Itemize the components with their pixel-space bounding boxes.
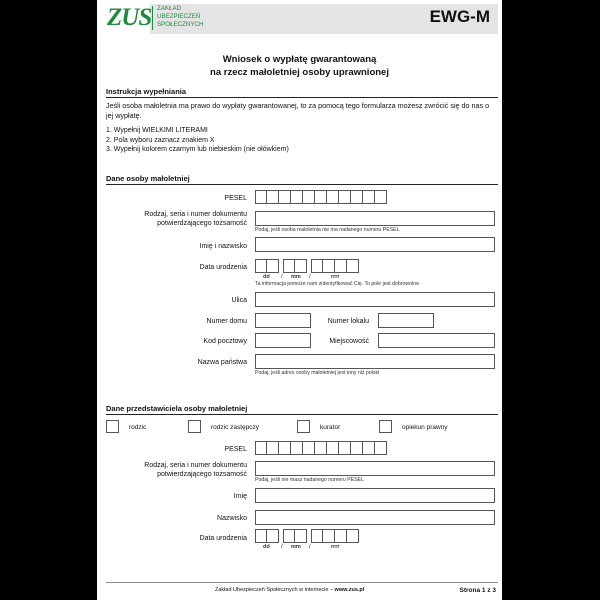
minor-house-label: Numer domu — [206, 318, 247, 325]
rep-birth-label: Data urodzenia — [199, 535, 247, 542]
minor-id-doc-label: Rodzaj, seria i numer dokumentu potwierdzającego tożsamość — [144, 211, 247, 227]
minor-birth-hint: Ta informacja pomoże nam zidentyfikować Cię. To pole jest dobrowolne — [255, 281, 419, 287]
rep-pesel-field[interactable] — [255, 441, 387, 455]
rep-parent-label: rodzic — [129, 424, 147, 431]
representative-section-heading: Dane przedstawiciela osoby małoletniej — [106, 404, 248, 413]
form-title-line1: Wniosek o wypłatę gwarantowaną — [222, 54, 377, 65]
instructions-item-1: 1. Wypełnij WIELKIMI LITERAMI — [106, 127, 208, 134]
rep-foster-label: rodzic zastępczy — [211, 424, 260, 431]
minor-birth-dd: dd — [263, 274, 270, 280]
rep-id-doc-field[interactable] — [255, 461, 495, 476]
logo-text-2: UBEZPIECZEŃ — [157, 13, 201, 20]
rep-birth-field[interactable] — [255, 529, 359, 543]
rep-birth-sep-1: / — [281, 544, 283, 550]
instructions-rule — [106, 97, 498, 98]
minor-birth-field[interactable] — [255, 259, 359, 273]
minor-flat-field[interactable] — [378, 313, 434, 328]
instructions-item-3: 3. Wypełnij kolorem czarnym lub niebieskim (nie ołówkiem) — [106, 146, 289, 153]
minor-pesel-label: PESEL — [224, 195, 247, 202]
form-title-line2: na rzecz małoletniej osoby uprawnionej — [210, 67, 389, 78]
form-page — [97, 0, 502, 600]
logo-text-3: SPOŁECZNYCH — [157, 21, 204, 28]
minor-birth-yyyy: rrrr — [331, 274, 340, 280]
logo-divider — [152, 6, 153, 30]
rep-birth-dd: dd — [263, 544, 270, 550]
rep-birth-mm: mm — [291, 544, 301, 550]
minor-birth-sep-1: / — [281, 274, 283, 280]
rep-last-name-field[interactable] — [255, 510, 495, 525]
minor-birth-label: Data urodzenia — [199, 264, 247, 271]
rep-id-doc-hint: Podaj, jeśli nie masz nadanego numeru PESEL — [255, 477, 365, 483]
footer-prefix: Zakład Ubezpieczeń Społecznych w internecie – — [215, 587, 335, 593]
rep-first-name-label: Imię — [233, 493, 247, 500]
rep-pesel-label: PESEL — [224, 446, 247, 453]
footer-url[interactable]: www.zus.pl — [334, 587, 365, 593]
minor-name-field[interactable] — [255, 237, 495, 252]
minor-country-hint: Podaj, jeśli adres osoby małoletniej jest inny niż polski — [255, 370, 380, 376]
rep-guardian-checkbox[interactable] — [379, 420, 392, 433]
instructions-text: Jeśli osoba małoletnia ma prawo do wypłaty gwarantowanej, to za pomocą tego formularza możesz zwrócić się do nas o jej wypłatę. — [106, 101, 490, 120]
minor-flat-label: Numer lokalu — [327, 318, 369, 325]
footer-rule — [106, 582, 498, 583]
minor-birth-sep-2: / — [309, 274, 311, 280]
minor-postal-label: Kod pocztowy — [203, 338, 247, 345]
logo-text-1: ZAKŁAD — [157, 5, 182, 12]
minor-birth-mm: mm — [291, 274, 301, 280]
rep-curator-checkbox[interactable] — [297, 420, 310, 433]
rep-parent-checkbox[interactable] — [106, 420, 119, 433]
minor-street-label: Ulica — [231, 297, 247, 304]
minor-id-doc-field[interactable] — [255, 211, 495, 226]
rep-last-name-label: Nazwisko — [217, 515, 247, 522]
minor-street-field[interactable] — [255, 292, 495, 307]
representative-section-rule — [106, 414, 498, 415]
form-code: EWG-M — [429, 7, 490, 26]
minor-name-label: Imię i nazwisko — [199, 243, 247, 250]
minor-pesel-field[interactable] — [255, 190, 387, 204]
instructions-heading: Instrukcja wypełniania — [106, 87, 187, 96]
instructions-item-2: 2. Pola wyboru zaznacz znakiem X — [106, 136, 215, 144]
rep-guardian-label: opiekun prawny — [402, 424, 448, 431]
rep-curator-label: kurator — [320, 424, 341, 431]
minor-section-heading: Dane osoby małoletniej — [106, 174, 190, 183]
minor-city-field[interactable] — [378, 333, 495, 348]
minor-section-rule — [106, 184, 498, 185]
footer-text — [215, 587, 364, 593]
minor-id-doc-hint: Podaj, jeśli osoba małoletnia nie ma nadanego numeru PESEL — [255, 227, 400, 233]
rep-birth-yyyy: rrrr — [331, 544, 340, 550]
rep-id-doc-label: Rodzaj, seria i numer dokumentu potwierdzającego tożsamość — [144, 462, 247, 478]
form-title — [97, 53, 502, 79]
page-number: Strona 1 z 3 — [459, 587, 496, 594]
logo-mark: ZUS — [107, 4, 152, 31]
zus-logo — [107, 4, 247, 34]
rep-first-name-field[interactable] — [255, 488, 495, 503]
rep-foster-checkbox[interactable] — [188, 420, 201, 433]
minor-country-field[interactable] — [255, 354, 495, 369]
minor-city-label: Miejscowość — [329, 338, 369, 345]
minor-country-label: Nazwa państwa — [197, 359, 247, 366]
rep-birth-sep-2: / — [309, 544, 311, 550]
